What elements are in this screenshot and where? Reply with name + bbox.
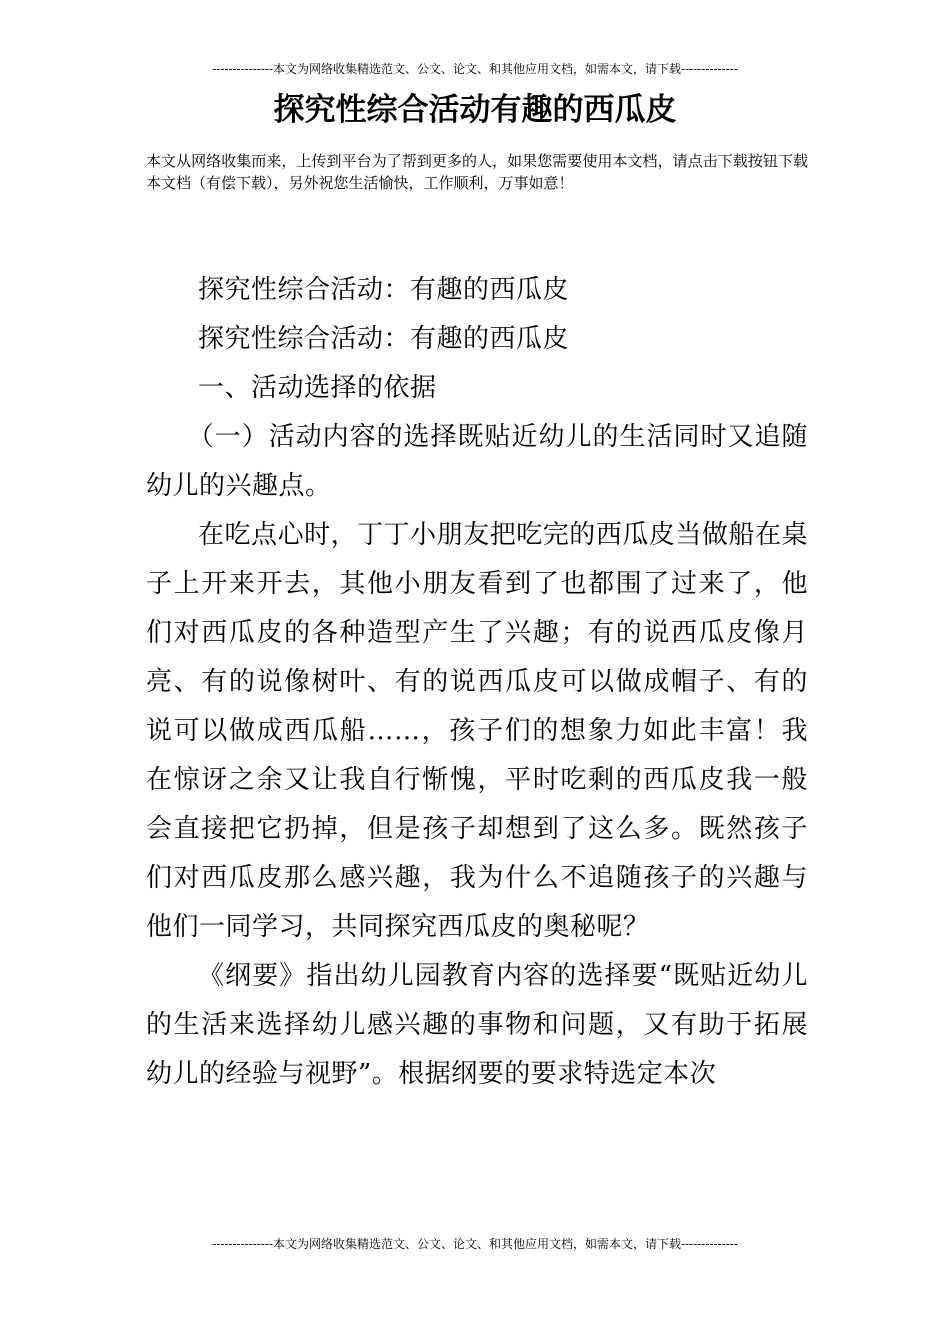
body-paragraph: 探究性综合活动：有趣的西瓜皮 — [198, 324, 570, 354]
document-title: 探究性综合活动有趣的西瓜皮 — [273, 92, 677, 128]
body-paragraph: 《纲要》指出幼儿园教育内容的选择要“既贴近幼儿的生活来选择幼儿感兴趣的事物和问题，又有助于拓展幼儿的经验与视野”。根据纲要的要求特选定本次 — [146, 961, 808, 1089]
subsection-heading: （一）活动内容的选择既贴近幼儿的生活同时又追随幼儿的兴趣点。 — [146, 422, 808, 501]
header-banner: ---------------本文为网络收集精选范文、公文、论文、和其他应用文档，如需本文，请下载-------------- — [212, 62, 738, 76]
intro-notice: 本文从网络收集而来，上传到平台为了帮到更多的人，如果您需要使用本文档，请点击下载按钮下载本文档（有偿下载），另外祝您生活愉快，工作顺利，万事如意！ — [146, 152, 808, 192]
body-paragraph: 探究性综合活动：有趣的西瓜皮 — [198, 275, 570, 305]
body-paragraph: 在吃点心时，丁丁小朋友把吃完的西瓜皮当做船在桌子上开来开去，其他小朋友看到了也都围了过来了，他们对西瓜皮的各种造型产生了兴趣；有的说西瓜皮像月亮、有的说像树叶、有的说西瓜皮可以做成帽子、有的说可以做成西瓜船……，孩子们的想象力如此丰富！我在惊讶之余又让我自行惭愧，平时吃剩的西瓜皮我一般会直接把它扔掉，但是孩子却想到了这么多。既然孩子们对西瓜皮那么感兴趣，我为什么不追随孩子的兴趣与他们一同学习，共同探究西瓜皮的奥秘呢？ — [146, 520, 808, 942]
footer-banner: ---------------本文为网络收集精选范文、公文、论文、和其他应用文档，如需本文，请下载-------------- — [212, 1237, 738, 1251]
section-heading: 一、活动选择的依据 — [198, 373, 437, 403]
document-body — [146, 266, 808, 1099]
